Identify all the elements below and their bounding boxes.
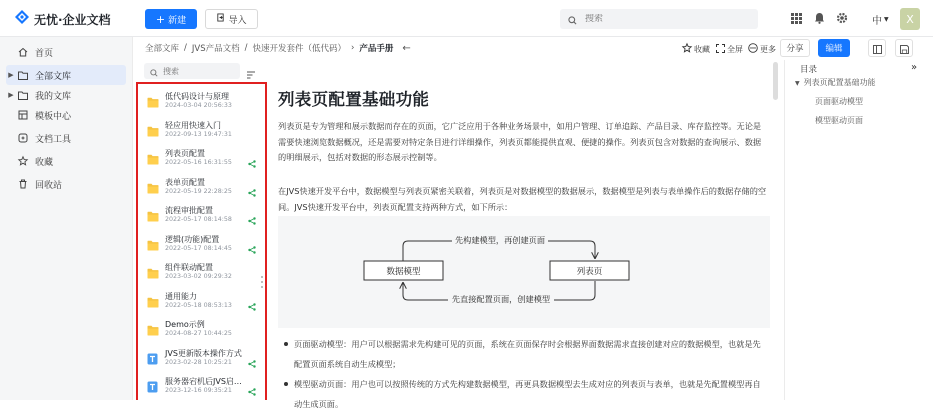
import-button-label: 导入 (228, 15, 247, 26)
folder-icon (147, 122, 159, 141)
brand-name: 无忧·企业文档 (34, 12, 111, 27)
new-button[interactable] (145, 9, 197, 29)
list-item: 页面驱动模型：用户可以根据需求先构建可见的页面，系统在页面保存时会根据界面数据需求直接创建对应的数据模型，也就是先配置页面系统自动生成模型； (284, 334, 768, 374)
list-item-date: 2022-05-17 08:14:45 (165, 244, 232, 252)
sidebar-item-all-libraries[interactable] (6, 65, 126, 85)
caret-down-icon: ▼ (795, 80, 800, 87)
search-icon (150, 62, 158, 81)
doc-list (136, 82, 267, 400)
import-icon (216, 13, 225, 25)
import-button[interactable] (205, 9, 258, 29)
list-item-title: 组件联动配置 (165, 263, 213, 272)
star-icon (682, 43, 692, 55)
list-item[interactable] (143, 87, 263, 114)
list-item-title: JVS更新版本操作方式 (165, 348, 242, 358)
logo-icon (14, 9, 30, 29)
bullet-list (284, 334, 768, 414)
document-icon (147, 350, 158, 369)
plus-icon: + (155, 12, 166, 26)
breadcrumb (145, 42, 411, 54)
fullscreen-action[interactable] (716, 40, 743, 58)
edit-button[interactable]: 编辑 (818, 39, 850, 57)
bell-icon[interactable] (812, 11, 826, 25)
diagram-box-label: 列表页 (576, 267, 603, 277)
fullscreen-icon (716, 44, 725, 55)
folder-icon (147, 207, 159, 226)
list-item-date: 2024-08-27 10:44:25 (165, 330, 232, 337)
list-item-title: 低代码设计与原理 (165, 92, 229, 101)
list-item-date: 2022-05-19 22:28:25 (165, 187, 232, 195)
list-item-date: 2023-02-28 10:25:21 (165, 358, 232, 366)
tool-icon (16, 133, 30, 143)
list-item[interactable] (143, 287, 263, 314)
share-icon[interactable] (248, 296, 256, 315)
more-action[interactable] (748, 40, 776, 58)
list-item-title: 逻辑(功能)配置 (165, 234, 220, 244)
folder-icon (147, 321, 159, 340)
folder-icon (147, 150, 159, 169)
folder-icon (16, 91, 30, 100)
list-item-date: 2022-09-13 19:47:31 (165, 130, 232, 138)
save-icon (900, 39, 909, 58)
sidebar-item-label: 我的文库 (35, 91, 72, 102)
sidebar-item-favorites[interactable] (6, 151, 126, 171)
doc-list-search-input[interactable] (163, 67, 233, 76)
list-item-date: 2023-03-02 09:29:32 (165, 273, 232, 280)
panel-icon (873, 39, 882, 58)
top-bar (0, 0, 933, 37)
favorite-label: 收藏 (694, 44, 710, 54)
doc-list-search[interactable] (144, 63, 240, 79)
new-button-label: 新建 (168, 15, 187, 26)
diagram-box-label: 数据模型 (386, 267, 421, 277)
list-item-title: 服务器宕机后JVS启… (165, 377, 242, 386)
flow-diagram (278, 216, 770, 328)
list-item[interactable] (143, 315, 263, 342)
breadcrumb-item[interactable]: 快速开发套件（低代码） (252, 44, 346, 54)
share-button[interactable]: 分享 (780, 39, 810, 57)
breadcrumb-current: 产品手册 (359, 44, 394, 54)
save-button[interactable] (895, 39, 913, 57)
list-item[interactable] (143, 173, 263, 200)
toc-title: 目录 (800, 65, 818, 75)
separator-icon: / (244, 43, 248, 53)
favorite-action[interactable] (682, 40, 710, 58)
star-icon (16, 156, 30, 166)
sidebar-item-templates[interactable] (6, 105, 126, 125)
folder-icon (16, 71, 30, 80)
home-icon (16, 47, 30, 57)
back-arrow-icon[interactable]: ← (402, 42, 411, 54)
diagram-arrow-label: 先构建模型，再创建页面 (454, 235, 546, 245)
list-item-date: 2023-12-16 09:35:21 (165, 387, 232, 394)
share-icon[interactable] (248, 210, 256, 229)
share-icon[interactable] (248, 153, 256, 172)
list-item: 模型驱动页面：用户也可以按照传统的方式先构建数据模型，再更具数据模型去生成对应的列表页与表单，也就是先配置模型再自动生成页面。 (284, 374, 768, 414)
toc-item-label: 列表页配置基础功能 (803, 78, 876, 87)
search-icon (568, 10, 577, 29)
breadcrumb-item[interactable]: JVS产品文档 (191, 44, 240, 54)
content-scrollbar[interactable] (773, 62, 778, 100)
toc-item[interactable]: 页面驱动模型 (815, 97, 863, 106)
folder-icon (147, 236, 159, 255)
share-icon[interactable] (248, 381, 256, 400)
trash-icon (16, 179, 30, 189)
list-item-date: 2022-05-17 08:14:58 (165, 216, 232, 223)
list-item-title: 通用能力 (165, 291, 197, 301)
gear-icon[interactable] (835, 11, 849, 25)
sidebar-item-label: 首页 (35, 48, 54, 59)
caret-right-icon[interactable]: ▶ (8, 91, 14, 99)
avatar[interactable]: X (900, 8, 920, 30)
chevron-down-icon: ▼ (884, 16, 889, 23)
chevron-right-icon: › (351, 43, 355, 53)
diagram-arrow-label: 先直接配置页面，创建模型 (451, 294, 551, 304)
breadcrumb-item[interactable]: 全部文库 (145, 44, 180, 54)
share-icon[interactable] (248, 239, 256, 258)
table-of-contents (784, 60, 933, 400)
list-item[interactable] (143, 372, 263, 399)
apps-grid-icon[interactable] (789, 11, 803, 25)
separator-icon: / (184, 43, 187, 53)
list-item-title: 轻应用快速入门 (165, 120, 221, 130)
list-item[interactable] (143, 230, 263, 257)
share-icon[interactable] (248, 353, 256, 372)
list-item[interactable] (143, 258, 263, 285)
folder-icon (147, 293, 159, 312)
resize-handle[interactable] (260, 274, 264, 288)
global-search-input[interactable] (585, 14, 735, 24)
list-item-date: 2022-05-18 08:53:13 (165, 301, 232, 309)
share-icon[interactable] (248, 182, 256, 201)
folder-icon (147, 264, 159, 283)
list-item-date: 2022-05-16 16:31:55 (165, 159, 232, 166)
more-label: 更多 (760, 44, 776, 54)
collapse-toc-icon[interactable]: » (911, 62, 918, 73)
brand-logo[interactable] (14, 9, 111, 29)
sidebar-item-label: 收藏 (35, 157, 54, 168)
layout-toggle-button[interactable] (868, 39, 886, 57)
more-icon (748, 43, 758, 55)
list-item-date: 2024-03-04 20:56:33 (165, 102, 232, 109)
sidebar-item-tools[interactable] (6, 128, 126, 148)
sidebar-item-label: 文档工具 (35, 134, 72, 145)
sidebar-item-my-library[interactable] (6, 85, 126, 105)
list-item[interactable] (143, 144, 263, 171)
toc-item[interactable] (795, 77, 876, 88)
document-icon (147, 378, 158, 397)
article-paragraph: 在JVS快速开发平台中，数据模型与列表页紧密关联着，列表页是对数据模型的数据展示，数据模型是列表与表单操作后的数据存储的空间。JVS快速开发平台中，列表页配置支持两种方式，如下所示： (278, 186, 767, 212)
list-item-title: Demo示例 (165, 320, 205, 329)
sidebar-item-home[interactable] (6, 42, 126, 62)
list-item-title: 流程审批配置 (165, 206, 213, 215)
list-item-title: 表单页配置 (165, 177, 205, 187)
sidebar-item-label: 回收站 (35, 180, 63, 191)
language-label: 中 (872, 16, 882, 27)
folder-icon (147, 179, 159, 198)
template-icon (16, 110, 30, 120)
sidebar-item-trash[interactable] (6, 174, 126, 194)
list-item-title: 列表页配置 (165, 149, 205, 158)
sidebar-item-label: 模板中心 (35, 111, 72, 122)
list-item[interactable] (143, 201, 263, 228)
fullscreen-label: 全屏 (727, 44, 743, 54)
global-search[interactable] (560, 9, 758, 29)
sidebar (0, 37, 133, 400)
sidebar-item-label: 全部文库 (35, 71, 72, 82)
article-title: 列表页配置基础功能 (278, 90, 430, 109)
folder-icon (147, 93, 159, 112)
toc-item[interactable]: 模型驱动页面 (815, 116, 863, 125)
article-paragraph: 列表页是专为管理和展示数据而存在的页面，它广泛应用于各种业务场景中，如用户管理、订单追踪、产品目录、库存监控等。无论是需要快速浏览数据概况，还是需要对特定条目进行详细操作，列表页都能提供直观、便捷的操作。列表页包含对数据的查询展示、数据的明细展示，包括对数据的形态展示控制等。 (278, 121, 762, 162)
language-switch[interactable] (872, 12, 889, 27)
list-item[interactable] (143, 116, 263, 143)
caret-right-icon[interactable]: ▶ (8, 71, 14, 79)
list-item[interactable] (143, 344, 263, 371)
